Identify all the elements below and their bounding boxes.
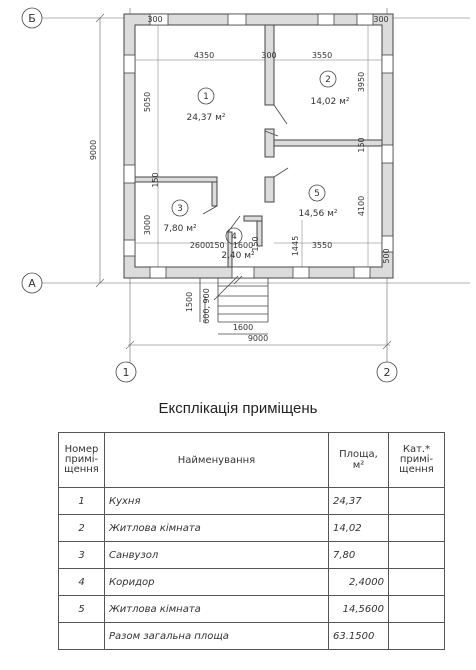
header-cat: Кат.* примі- щення	[389, 433, 445, 488]
row-area: 63.1500	[329, 623, 389, 650]
row-area: 14,02	[329, 515, 389, 542]
dim-5050: 5050	[143, 91, 152, 113]
dim-3550-top: 3550	[311, 51, 333, 60]
dim-3950: 3950	[357, 71, 366, 93]
row-cat	[389, 515, 445, 542]
row-area: 24,37	[329, 488, 389, 515]
row-num: 4	[59, 569, 105, 596]
dim-9000-v: 9000	[89, 139, 98, 161]
row-area: 14,5600	[329, 596, 389, 623]
table-row	[59, 569, 445, 596]
dim-1500: 1500	[185, 291, 194, 313]
table-title: Експлікація приміщень	[158, 400, 318, 417]
dim-150-b: 150	[357, 137, 366, 153]
row-name: Коридор	[105, 569, 329, 596]
room-4-number: 4	[231, 232, 237, 242]
room-2-area: 14,02 м²	[310, 97, 350, 107]
dim-9000-h: 9000	[247, 334, 269, 343]
table-row	[59, 596, 445, 623]
header-name: Найменування	[105, 433, 329, 488]
room-5-number: 5	[314, 189, 320, 199]
row-num: 3	[59, 542, 105, 569]
axis-label-b: Б	[28, 12, 36, 25]
table-row	[59, 542, 445, 569]
dim-500: 500	[382, 248, 391, 264]
axis-label-a: А	[28, 277, 36, 290]
axis-label-2: 2	[383, 366, 391, 379]
dim-300-a: 300	[261, 51, 277, 60]
row-cat	[389, 623, 445, 650]
dim-300-c: 300	[373, 15, 389, 24]
row-cat	[389, 596, 445, 623]
table-row	[59, 488, 445, 515]
dim-150-a: 150	[151, 172, 160, 188]
table-header-row	[59, 433, 445, 488]
dim-600-900: 600, 900	[202, 288, 211, 324]
room-1-area: 24,37 м²	[186, 113, 226, 123]
row-num: 1	[59, 488, 105, 515]
axis-label-1: 1	[122, 366, 130, 379]
explication-table	[58, 432, 445, 650]
dim-3000: 3000	[143, 214, 152, 236]
row-num: 5	[59, 596, 105, 623]
room-3-number: 3	[177, 204, 183, 214]
header-area: Площа, м²	[329, 433, 389, 488]
row-name: Кухня	[105, 488, 329, 515]
dim-1600-stair: 1600	[232, 323, 254, 332]
row-cat	[389, 488, 445, 515]
room-4-area: 2,40 м²	[221, 251, 255, 261]
dim-1600-inner: 1600	[232, 241, 254, 250]
row-area: 7,80	[329, 542, 389, 569]
dim-150-c: 150	[209, 241, 225, 250]
table-row	[59, 515, 445, 542]
row-cat	[389, 542, 445, 569]
dim-4100: 4100	[357, 195, 366, 217]
axis-bubbles	[22, 8, 397, 382]
doors	[203, 105, 288, 232]
dim-300-b: 300	[147, 15, 163, 24]
row-cat	[389, 569, 445, 596]
row-name: Разом загальна площа	[105, 623, 329, 650]
dim-4350: 4350	[193, 51, 215, 60]
dim-1445: 1445	[291, 235, 300, 257]
table-total-row	[59, 623, 445, 650]
room-3-area: 7,80 м²	[163, 224, 197, 234]
row-name: Житлова кімната	[105, 596, 329, 623]
header-num: Номер примі- щення	[59, 433, 105, 488]
dim-2600: 2600	[189, 241, 211, 250]
dim-150-d: 150	[251, 236, 260, 252]
row-name: Санвузол	[105, 542, 329, 569]
row-num: 2	[59, 515, 105, 542]
row-num	[59, 623, 105, 650]
room-5-area: 14,56 м²	[298, 209, 338, 219]
dim-3550-bot: 3550	[311, 241, 333, 250]
room-1-number: 1	[203, 92, 209, 102]
grid-lines	[42, 8, 470, 362]
row-name: Житлова кімната	[105, 515, 329, 542]
room-2-number: 2	[325, 75, 331, 85]
row-area: 2,4000	[329, 569, 389, 596]
